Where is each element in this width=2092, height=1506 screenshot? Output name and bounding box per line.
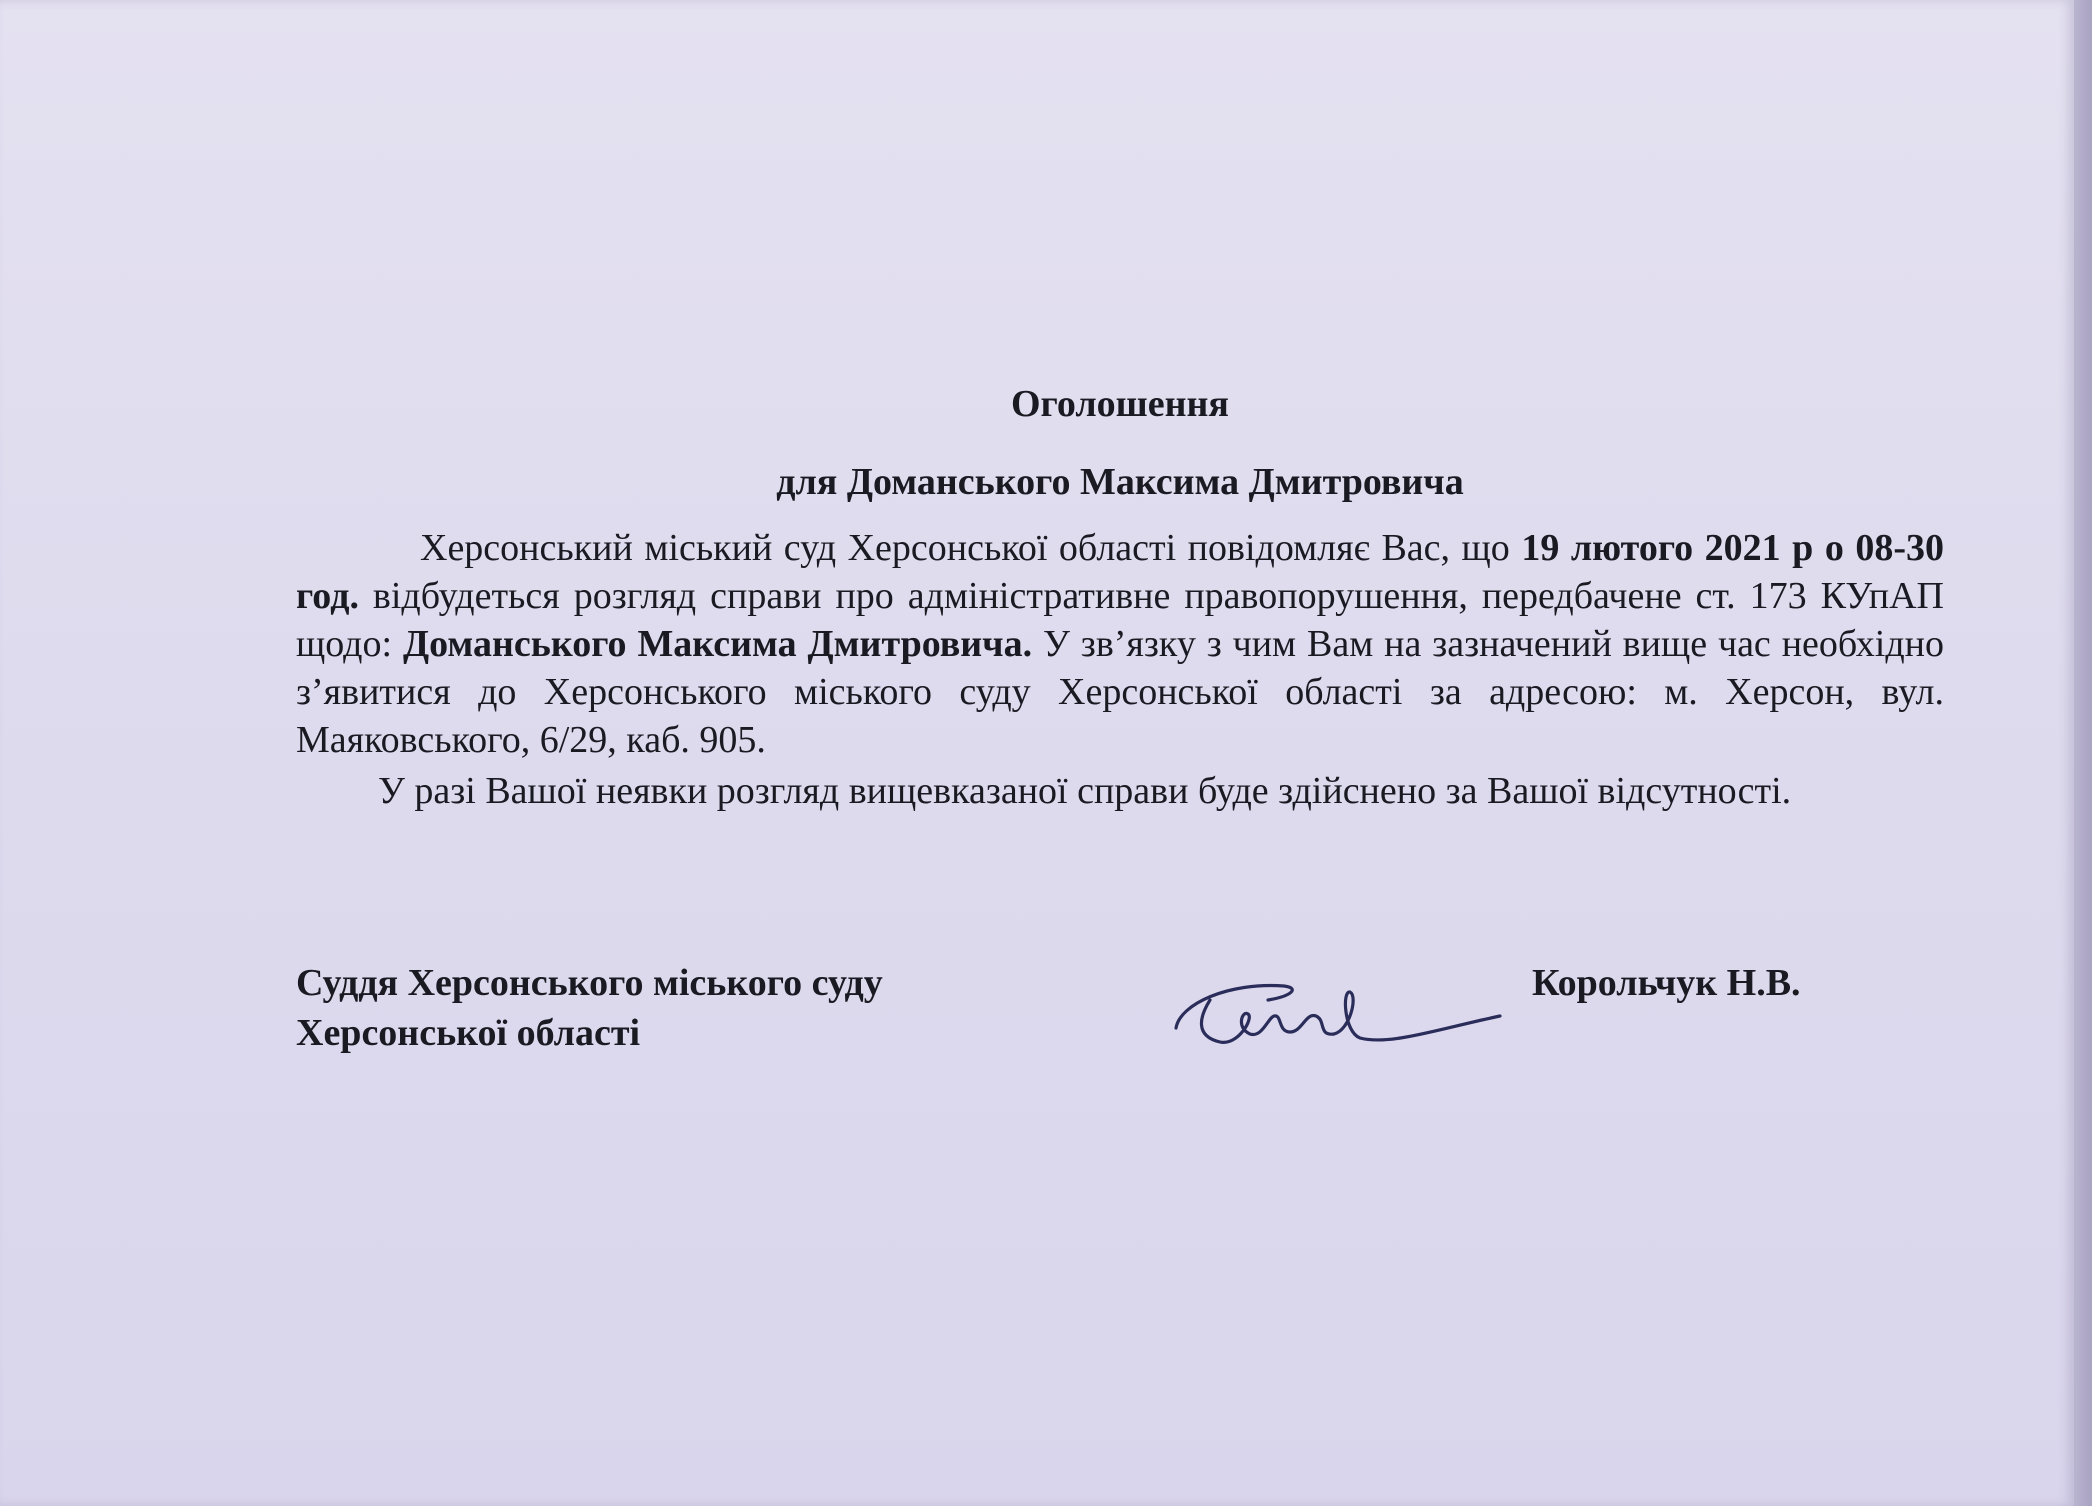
judge-position bbox=[296, 958, 883, 1058]
judge-name: Корольчук Н.В. bbox=[1532, 962, 1801, 1004]
notice-text-part2: відбудеться розгляд справи про адміністративне правопорушення, передбачене ст. 173 КУпАП щодо: bbox=[296, 575, 1944, 665]
announcement-document bbox=[296, 380, 1944, 818]
document-title: Оголошення bbox=[1011, 383, 1229, 425]
signature-block bbox=[296, 958, 1856, 1068]
absence-paragraph: У разі Вашої неявки розгляд вищевказаної справи буде здійснено за Вашої відсутності. bbox=[378, 770, 1792, 812]
paper-edge bbox=[2074, 0, 2092, 1506]
document-recipient: для Доманського Максима Дмитровича bbox=[776, 461, 1464, 503]
hearing-datetime: 19 лютого 2021 р о 08-30 год. bbox=[296, 527, 1944, 617]
notice-text-part1: Херсонський міський суд Херсонської області повідомляє Вас, що bbox=[420, 527, 1522, 569]
notice-paragraph bbox=[296, 524, 1944, 764]
judge-position-line1: Суддя Херсонського міського суду bbox=[296, 962, 883, 1004]
notice-text-part3: У зв’язку з чим Вам на зазначений вище час необхідно з’явитися до Херсонського міського суду Херсонської області за адресою: м. Херсон, вул. Маяковського, 6/29, каб. 905. bbox=[296, 623, 1945, 761]
judge-position-line2: Херсонської області bbox=[296, 1012, 641, 1054]
defendant-name: Доманського Максима Дмитровича. bbox=[402, 623, 1033, 665]
